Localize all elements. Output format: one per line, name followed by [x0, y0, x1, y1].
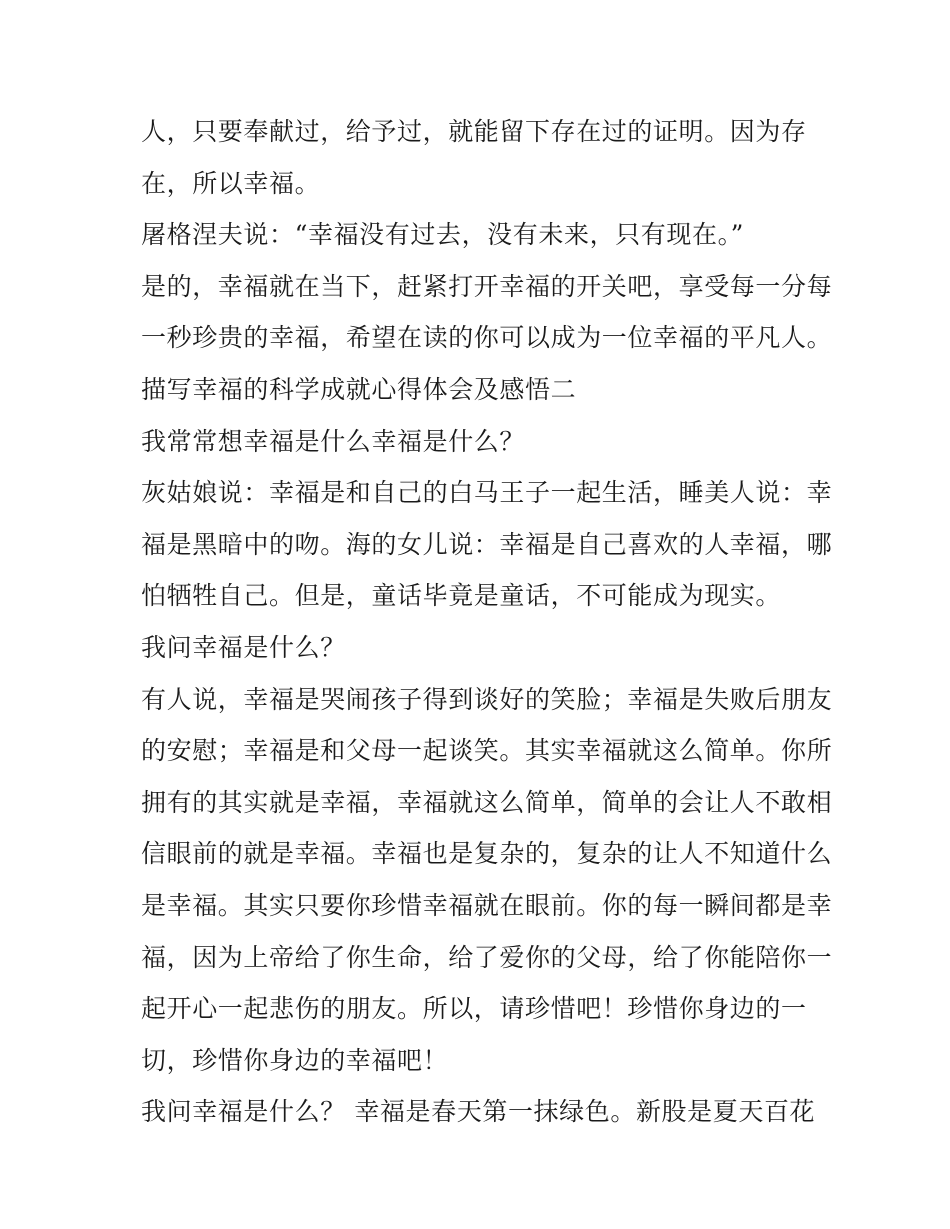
text-line: 切，珍惜你身边的幸福吧！ [141, 1045, 449, 1075]
text-line: 福，因为上帝给了你生命，给了爱你的父母，给了你能陪你一 [141, 942, 833, 972]
text-line: 福是黑暗中的吻。海的女儿说：幸福是自己喜欢的人幸福，哪 [141, 529, 833, 559]
text-line: 是幸福。其实只要你珍惜幸福就在眼前。你的每一瞬间都是幸 [141, 890, 833, 920]
document-body [141, 106, 833, 1138]
text-line: 的安慰；幸福是和父母一起谈笑。其实幸福就这么简单。你所 [141, 736, 833, 766]
text-line: 在，所以幸福。 [141, 168, 321, 198]
text-line: 起开心一起悲伤的朋友。所以，请珍惜吧！珍惜你身边的一 [141, 994, 807, 1024]
text-line: 有人说，幸福是哭闹孩子得到谈好的笑脸；幸福是失败后朋友 [141, 684, 833, 714]
text-line: 一秒珍贵的幸福，希望在读的你可以成为一位幸福的平凡人。 [141, 323, 833, 353]
section-heading: 描写幸福的科学成就心得体会及感悟二 [141, 374, 577, 404]
text-line: 我常常想幸福是什么幸福是什么？ [141, 426, 526, 456]
text-line: 信眼前的就是幸福。幸福也是复杂的，复杂的让人不知道什么 [141, 839, 833, 869]
text-line: 我问幸福是什么？ [141, 632, 346, 662]
text-line: 我问幸福是什么？ 幸福是春天第一抹绿色。新股是夏天百花 [141, 1097, 816, 1127]
text-line: 怕牺牲自己。但是，童话毕竟是童话，不可能成为现实。 [141, 581, 782, 611]
text-line: 是的，幸福就在当下，赶紧打开幸福的开关吧，享受每一分每 [141, 271, 833, 301]
text-line: 人，只要奉献过，给予过，就能留下存在过的证明。因为存 [141, 117, 807, 146]
quote-line: 屠格涅夫说：“幸福没有过去，没有未来，只有现在。” [141, 220, 745, 250]
text-line: 拥有的其实就是幸福，幸福就这么简单，简单的会让人不敢相 [141, 787, 833, 817]
text-line: 灰姑娘说：幸福是和自己的白马王子一起生活，睡美人说：幸 [141, 478, 833, 508]
